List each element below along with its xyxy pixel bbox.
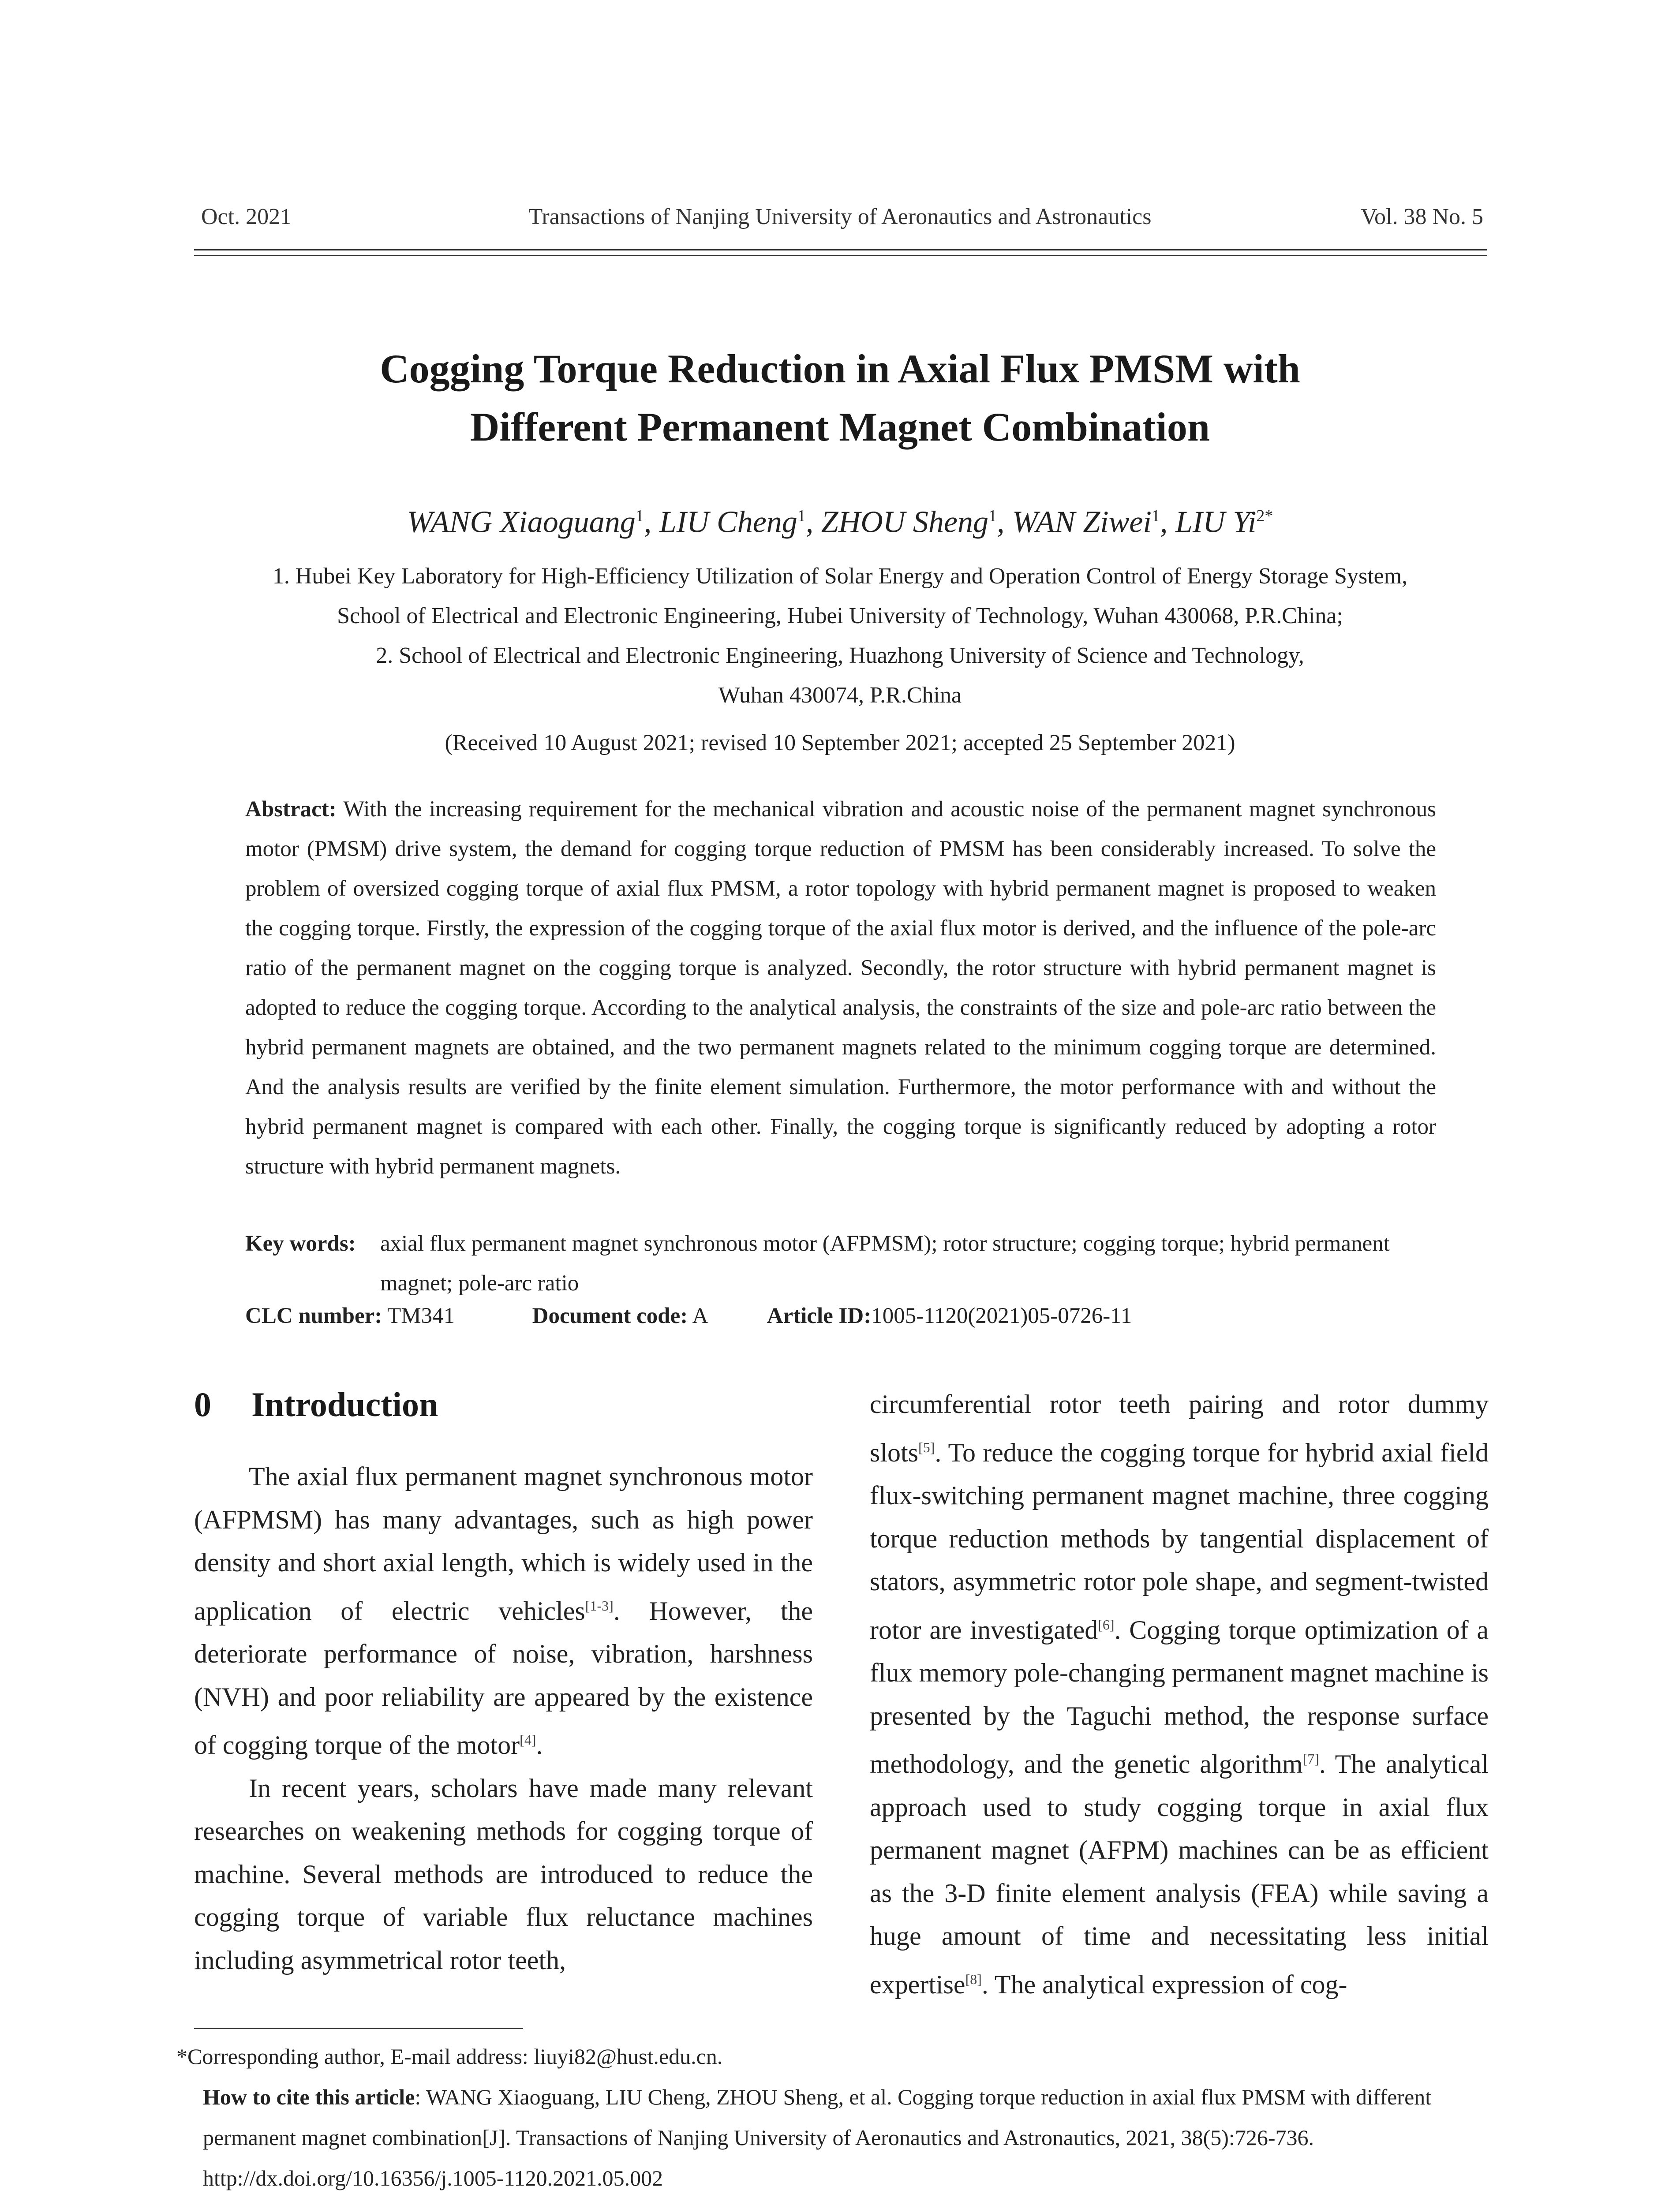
paragraph-text: . However, the deteriorate performance of noise, vibration, harshness (NVH) and poor reliability are appeared by the existence of cogging torque of the motor	[194, 1596, 813, 1760]
clc-value: TM341	[387, 1304, 455, 1328]
author-name: WANG Xiaoguang	[407, 505, 636, 539]
paragraph-text: . The analytical expression of cog-	[981, 1970, 1347, 1999]
author-affil-mark: 2*	[1256, 507, 1273, 525]
left-column	[194, 1455, 813, 1982]
author-affil-mark: 1	[988, 507, 997, 525]
author-name: LIU Cheng	[659, 505, 797, 539]
section-number: 0	[194, 1385, 211, 1424]
author-affil-mark: 1	[797, 507, 806, 525]
paragraph-text: The axial flux permanent magnet synchronous motor (AFPMSM) has many advantages, such as high power density and short axial length, which is widely used in the application of electric vehicles	[194, 1462, 813, 1626]
title-line-1: Cogging Torque Reduction in Axial Flux PMSM with	[380, 346, 1300, 391]
paragraph: In recent years, scholars have made many relevant researches on weakening methods for cogging torque of machine. Several methods are introduced to reduce the cogging torque of variable flux reluctance machines including asymmetrical rotor teeth,	[194, 1773, 813, 1975]
citation[interactable]: [7]	[1302, 1751, 1319, 1767]
paragraph-text: . The analytical approach used to study cogging torque in axial flux permanent magnet (AFPM) machines can be as efficient as the 3-D finite element analysis (FEA) while saving a huge amount of time and necessitating less initial expertise	[870, 1749, 1489, 1999]
keywords-text: axial flux permanent magnet synchronous motor (AFPMSM); rotor structure; cogging torque; hybrid permanent magnet; pole-arc ratio	[380, 1231, 1390, 1296]
citation[interactable]: [4]	[520, 1732, 536, 1748]
affiliation-line: Wuhan 430074, P.R.China	[718, 683, 962, 708]
citation[interactable]: [1-3]	[585, 1597, 614, 1614]
article-id-label: Article ID:	[767, 1304, 872, 1328]
citation[interactable]: [6]	[1098, 1616, 1115, 1633]
citation[interactable]: [5]	[918, 1439, 935, 1455]
keywords-label: Key words:	[245, 1231, 356, 1256]
corresponding-author-note: *Corresponding author, E-mail address: liuyi82@hust.edu.cn.	[176, 2044, 723, 2069]
paper-title	[221, 340, 1459, 456]
citation-note-text: : WANG Xiaoguang, LIU Cheng, ZHOU Sheng, et al. Cogging torque reduction in axial flux PMSM with different permanent magnet combination[J]. Transactions of Nanjing University of Aeronautics and Astronautics, 2021, 38(5):726-736.	[203, 2085, 1432, 2150]
citation-note-label: How to cite this article	[203, 2085, 415, 2109]
header-journal: Transactions of Nanjing University of Aeronautics and Astronautics	[528, 204, 1152, 229]
doi-link[interactable]: http://dx.doi.org/10.16356/j.1005-1120.2021.05.002	[203, 2166, 663, 2190]
paragraph-text: .	[536, 1730, 543, 1760]
author-affil-mark: 1	[635, 507, 644, 525]
clc-label: CLC number:	[245, 1304, 382, 1328]
affiliation-line: 1. Hubei Key Laboratory for High-Efficiency Utilization of Solar Energy and Operation Control of Energy Storage System,	[272, 564, 1408, 589]
header-volume: Vol. 38 No. 5	[1361, 204, 1483, 229]
section-heading	[194, 1385, 438, 1424]
header-rule-top	[194, 249, 1487, 250]
footnotes	[176, 2036, 1491, 2198]
article-id-value: 1005-1120(2021)05-0726-11	[871, 1304, 1132, 1328]
classification-line	[245, 1303, 1436, 1329]
affiliation-line: School of Electrical and Electronic Engineering, Hubei University of Technology, Wuhan 430068, P.R.China;	[337, 603, 1343, 628]
citation-note	[176, 2077, 1491, 2158]
author-name: ZHOU Sheng	[821, 505, 988, 539]
received-dates: (Received 10 August 2021; revised 10 September 2021; accepted 25 September 2021)	[445, 730, 1235, 755]
keywords	[245, 1224, 1436, 1303]
citation[interactable]: [8]	[965, 1971, 982, 1987]
paragraph-text: circumferential rotor teeth pairing and rotor dummy slots	[870, 1390, 1489, 1467]
author-name: WAN Ziwei	[1012, 505, 1152, 539]
section-title: Introduction	[251, 1385, 438, 1424]
document-code-value: A	[692, 1304, 707, 1328]
header-rule-bottom	[194, 255, 1487, 256]
right-column	[870, 1383, 1489, 2006]
author-name: LIU Yi	[1175, 505, 1257, 539]
affiliations	[176, 557, 1504, 715]
document-code-label: Document code:	[532, 1304, 688, 1328]
abstract	[245, 789, 1436, 1186]
paragraph	[194, 1455, 813, 1767]
author-affil-mark: 1	[1151, 507, 1160, 525]
title-line-2: Different Permanent Magnet Combination	[470, 404, 1210, 449]
paragraph-text: . Cogging torque optimization of a flux memory pole-changing permanent magnet machine is presented by the Taguchi method, the response surface methodology, and the genetic algorithm	[870, 1615, 1489, 1779]
header-date: Oct. 2021	[201, 204, 292, 229]
abstract-label: Abstract:	[245, 797, 337, 822]
footnote-rule	[194, 2028, 523, 2029]
abstract-text: With the increasing requirement for the mechanical vibration and acoustic noise of the permanent magnet synchronous motor (PMSM) drive system, the demand for cogging torque reduction of PMSM has been considerably increased. To solve the problem of oversized cogging torque of axial flux PMSM, a rotor topology with hybrid permanent magnet is proposed to weaken the cogging torque. Firstly, the expression of the cogging torque of the axial flux motor is derived, and the influence of the pole-arc ratio of the permanent magnet on the cogging torque is analyzed. Secondly, the rotor structure with hybrid permanent magnet is adopted to reduce the cogging torque. According to the analytical analysis, the constraints of the size and pole-arc ratio between the hybrid permanent magnets are obtained, and the two permanent magnets related to the minimum cogging torque are determined. And the analysis results are verified by the finite element simulation. Furthermore, the motor performance with and without the hybrid permanent magnet is compared with each other. Finally, the cogging torque is significantly reduced by adopting a rotor structure with hybrid permanent magnets.	[245, 797, 1436, 1179]
author-list: WANG Xiaoguang$^1$, LIU Cheng$^1$, ZHOU Sheng$^1$, WAN Ziwei$^1$, LIU $Yi^{2*}$	[407, 505, 1273, 539]
paragraph	[870, 1383, 1489, 2006]
paragraph-text: . To reduce the cogging torque for hybrid axial field flux-switching permanent magnet machine, three cogging torque reduction methods by tangential displacement of stators, asymmetric rotor pole shape, and segment-twisted rotor are investigated	[870, 1438, 1489, 1644]
affiliation-line: 2. School of Electrical and Electronic Engineering, Huazhong University of Science and Technology,	[376, 643, 1304, 668]
